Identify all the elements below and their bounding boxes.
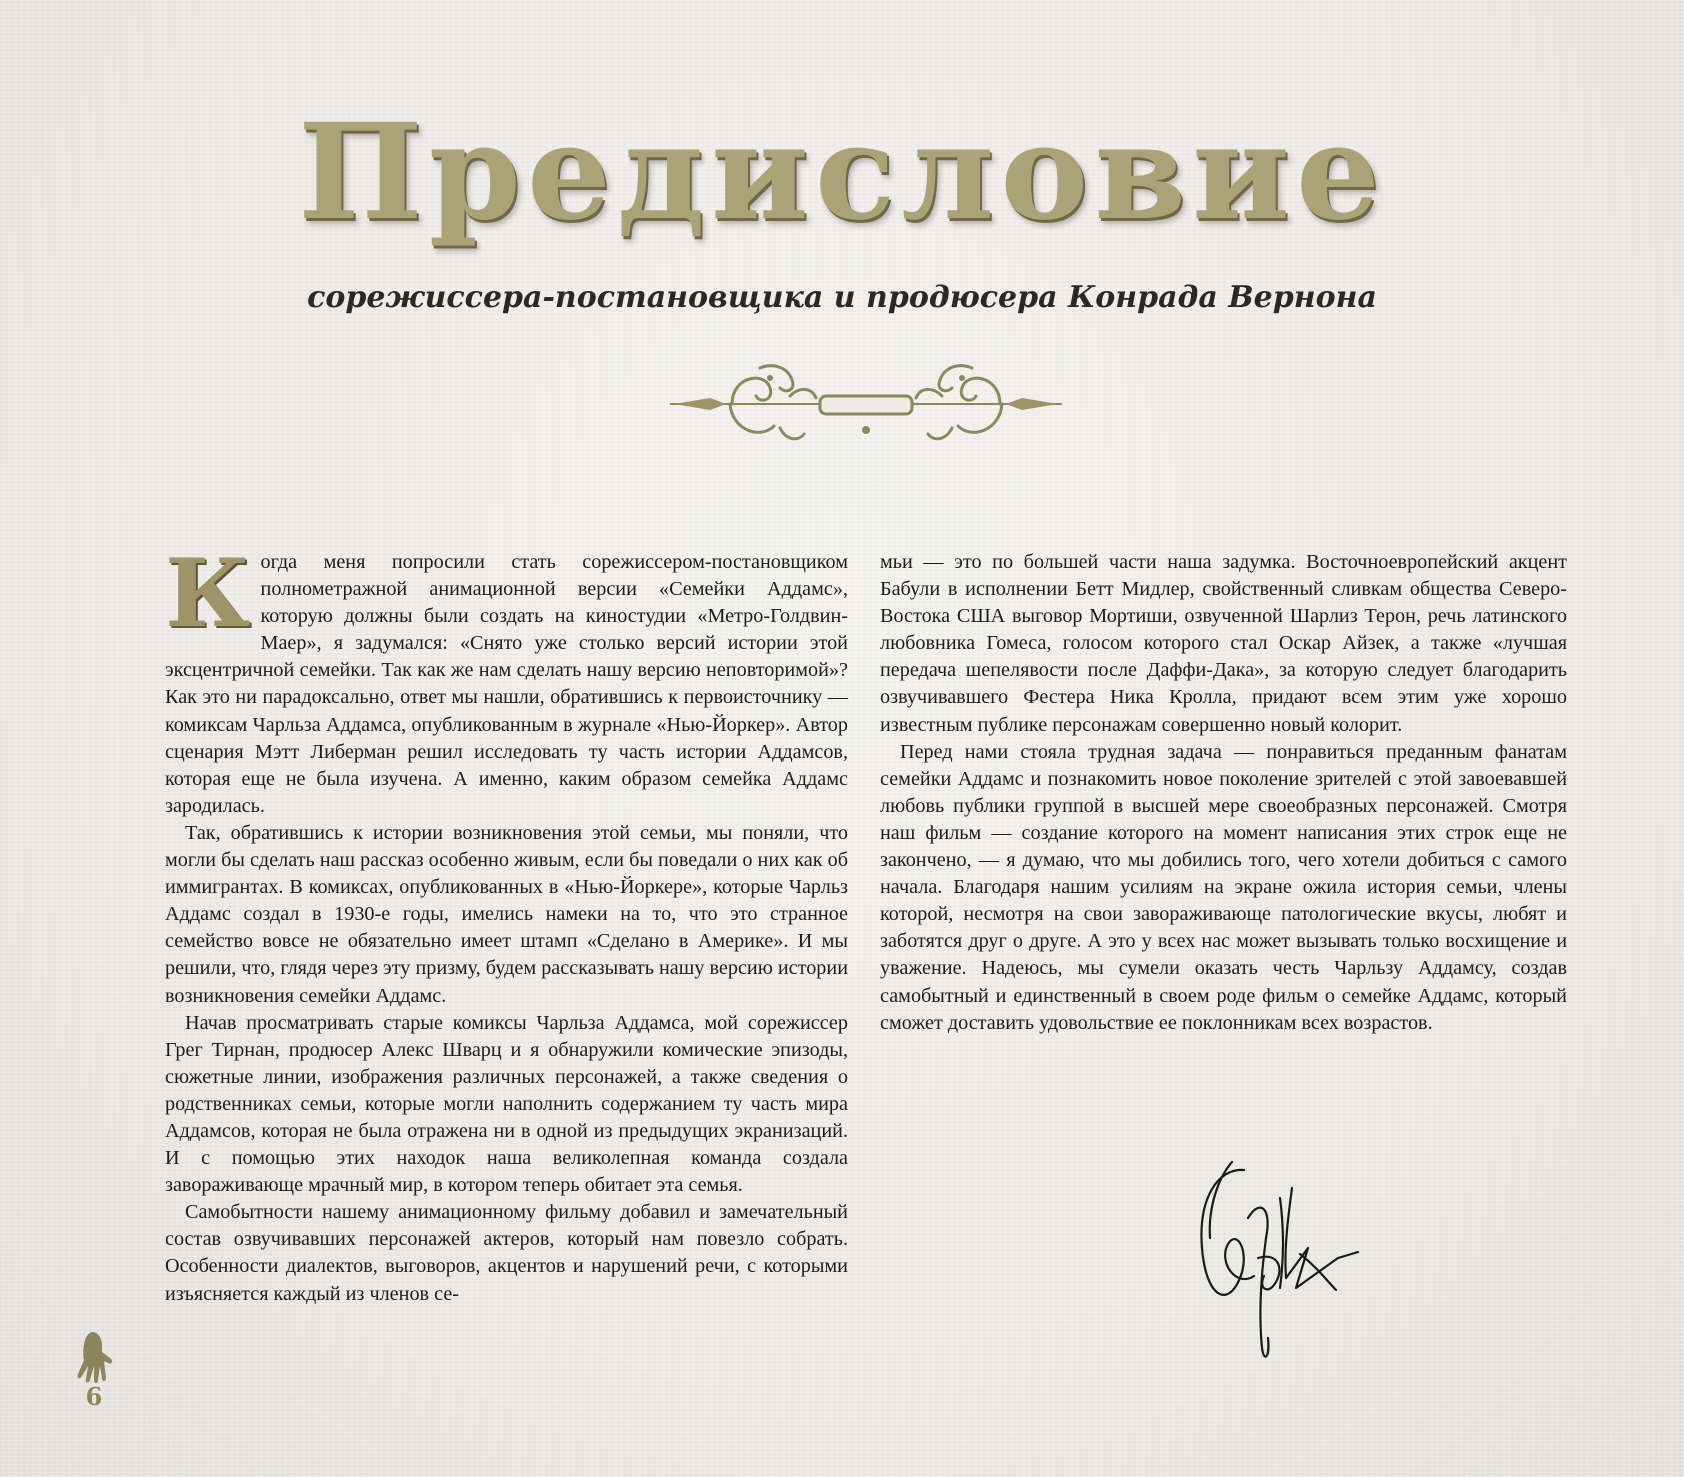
paragraph: Перед нами стояла трудная задача — понравиться преданным фанатам семейки Аддамс и познакомить новое поколение зрителей с этой завоевавшей любовь публики группой в высшей мере своеобразных персонажей. Смотря наш фильм — создание которого на момент написания этих строк еще не закончено, — я думаю, что мы добились того, чего хотели добиться с самого начала. Благодаря нашим усилиям на экране ожила история семьи, члены которой, несмотря на свои завораживающе патологические вкусы, любят и заботятся друг о друге. А это у всех нас может вызывать только восхищение и уважение. Надеюсь, мы сумели оказать честь Чарльзу Аддамсу, создав самобытный и единственный в своем роде фильм о семейке Аддамс, который сможет доставить удовольствие ее поклонникам всех возрастов. [880, 740, 1567, 1034]
paragraph: Когда меня попросили стать сорежиссером-постановщиком полнометражной анимационной версии «Семейки Аддамс», которую должны были создать на киностудии «Метро-Голдвин-Маер», я задумался: «Снято уже столько версий истории этой эксцентричной семейки. Так как же нам сделать нашу версию неповторимой»? Как это ни парадоксально, ответ мы нашли, обратившись к первоисточнику — комиксам Чарльза Аддамса, опубликованным в журнале «Нью-Йоркер». Автор сценария Мэтт Либерман решил исследовать ту часть истории Аддамсов, которая еще не была изучена. А именно, каким образом семейка Аддамс зародилась. [165, 539, 848, 817]
left-column [165, 539, 848, 1308]
right-column [880, 549, 1567, 1037]
page-subtitle: сорежиссера-постановщика и продюсера Конрада Вернона [307, 280, 1377, 315]
paragraph: мьи — это по большей части наша задумка. Восточноевропейский акцент Бабули в исполнении Бетт Мидлер, свойственный сливкам общества Северо-Востока США выговор Мортиши, озвученной Шарлиз Терон, речь латинского любовника Гомеса, голосом которого стал Оскар Айзек, а также «лучшая передача шепелявости после Даффи-Дака», за которую следует благодарить озвучивавшего Фестера Ника Кролла, придают всем этим уже хорошо известным публике персонажам совершенно новый колорит. [880, 551, 1567, 736]
signature-graphic [1188, 1158, 1378, 1368]
drop-cap: К [165, 539, 251, 649]
paragraph: Самобытности нашему анимационному фильму добавил и замечательный состав озвучивавших персонажей актеров, который нам повезло собрать. Особенности диалектов, выговоров, акцентов и нарушений речи, с которыми изъясняется каждый из членов се- [165, 1201, 848, 1305]
ornament-divider [670, 356, 1062, 452]
page-number: 6 [85, 1382, 103, 1411]
page-title: Предисловие [298, 95, 1386, 250]
paragraph: Так, обратившись к истории возникновения этой семьи, мы поняли, что могли бы сделать наш рассказ особенно живым, если бы поведали о них как об иммигрантах. В комиксах, опубликованных в «Нью-Йоркере», которые Чарльз Аддамс создал в 1930-е годы, имелись намеки на то, что это странное семейство вовсе не обязательно имеет штамп «Сделано в Америке». И мы решили, что, глядя через эту призму, будем рассказывать нашу версию истории возникновения семейки Аддамс. [165, 821, 848, 1007]
paragraph: Начав просматривать старые комиксы Чарльза Аддамса, мой сорежиссер Грег Тирнан, продюсер Алекс Шварц и я обнаружили комические эпизоды, сюжетные линии, изображения различных персонажей, а также сведения о родственниках семьи, которые могли наполнить содержанием ту часть мира Аддамсов, которая не была отражена ни в одной из предыдущих экранизаций. И с помощью этих находок наша великолепная команда создала завораживающе мрачный мир, в котором теперь обитает эта семья. [165, 1011, 848, 1197]
hand-icon [72, 1330, 116, 1384]
